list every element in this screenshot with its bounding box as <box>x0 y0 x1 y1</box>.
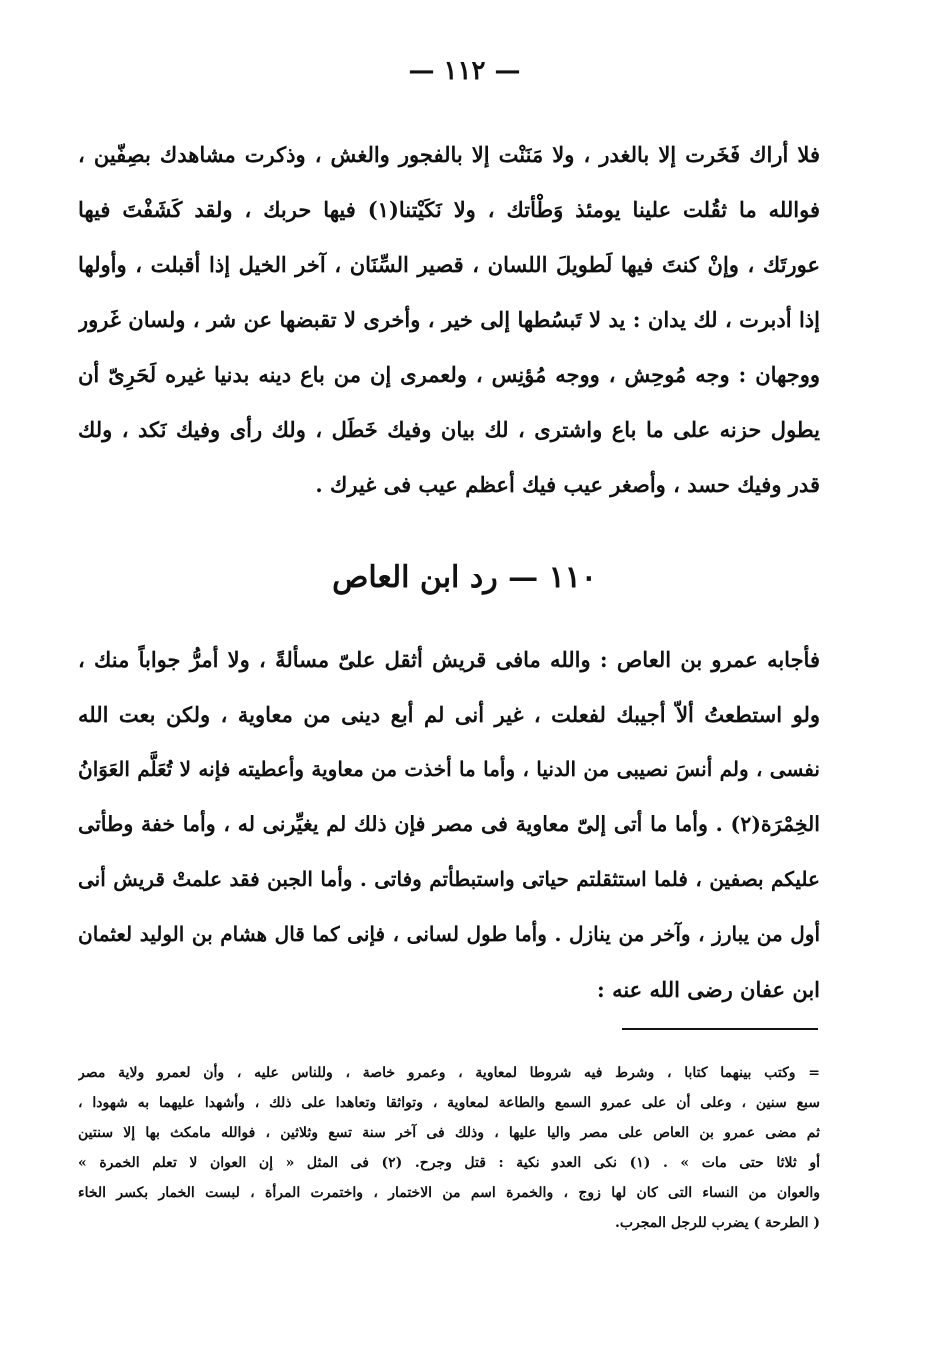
footnote-divider <box>622 1028 818 1030</box>
text-line: ولو استطعتُ ألاّ أجيبك لفعلت ، غير أنى لم أبع دينى من معاوية ، ولكن بعت الله <box>78 702 820 727</box>
text-line: فوالله ما ثقُلت علينا يومئذ وَطْأتك ، ولا نَكَيْتنا(١) فيها حربك ، ولقد كَشَفْتَ فيها <box>78 197 820 222</box>
section-heading: ١١٠ — رد ابن العاص <box>332 560 597 595</box>
paragraph-section-1 <box>78 127 820 512</box>
text-line: أول من يبارز ، وآخر من ينازل . وأما طول لسانى ، فإنى كما قال هشام بن الوليد لعثمان <box>78 922 820 946</box>
page-number: — ١١٢ — <box>408 56 521 86</box>
text-line: ووجهان : وجه مُوحِش ، ووجه مُؤنِس ، ولعمرى إن من باع دينه بدنيا غيره لَحَرِىّ أن <box>78 362 820 387</box>
footnote-line: ثم مضى عمرو بن العاص على مصر واليا عليها ، وذلك فى آخر سنة تسع وثلاثين ، فوالله مامكث بها إلا سنتين <box>78 1125 820 1141</box>
paragraph-section-2 <box>78 632 820 1017</box>
text-line: قدر وفيك حسد ، وأصغر عيب فيك أعظم عيب فى غيرك . <box>315 472 820 497</box>
text-line: ابن عفان رضى الله عنه : <box>597 977 820 1002</box>
footnote-line: أو ثلاثا حتى مات » . (١) نكى العدو نكية : قتل وجرح. (٢) فى المثل « إن العوان لا تعلم الخمرة » <box>78 1155 820 1171</box>
footnote-line: = وكتب بينهما كتابا ، وشرط فيه شروطا لمعاوية ، وعمرو خاصة ، وللناس عليه ، وأن لعمرو ولاية مصر <box>78 1065 820 1081</box>
text-line: عليكم بصفين ، فلما استثقلتم حياتى واستبطأتم وفاتى . وأما الجبن فقد علمتْ قريش أنى <box>78 867 820 891</box>
footnote-line: سبع سنين ، وعلى أن على عمرو السمع والطاعة لمعاوية ، وتواثقا وتعاهدا على ذلك ، وأشهدا عليهما به شهودا ، <box>78 1095 820 1111</box>
footnotes <box>78 1058 820 1238</box>
footnote-line: ( الطرحة ) يضرب للرجل المجرب. <box>614 1215 820 1231</box>
text-line: نفسى ، ولم أنسَ نصيبى من الدنيا ، وأما ما أخذت من معاوية وأعطيته فإنه لا تُعَلَّم العَوَانُ <box>78 757 820 781</box>
footnote-line: والعوان من النساء التى كان لها زوج ، والخمرة اسم من الاختمار ، واختمرت المرأة ، لبست الخمار بكسر الخاء <box>78 1185 820 1201</box>
text-line: يطول حزنه على ما باع واشترى ، لك بيان وفيك خَطَل ، ولك رأى وفيك نَكد ، ولك <box>78 417 820 442</box>
text-line: فلا أراك فَخَرت إلا بالغدر ، ولا مَنَنْت إلا بالفجور والغش ، وذكرت مشاهدك بصِفّين ، <box>78 142 820 167</box>
text-line: فأجابه عمرو بن العاص : والله مافى قريش أثقل علىّ مسألةً ، ولا أمرُّ جواباً منك ، <box>78 647 820 672</box>
text-line: إذا أدبرت ، لك يدان : يد لا تَبسُطها إلى خير ، وأخرى لا تقبضها عن شر ، ولسان غَرور <box>78 307 820 332</box>
text-line: الخِمْرَة(٢) . وأما ما أتى إلىّ معاوية فى مصر فإن ذلك لم يغيِّرنى له ، وأما خفة وطأتى <box>78 812 820 836</box>
text-line: عورتَك ، وإنْ كنتَ فيها لَطويلَ اللسان ، قصير السِّنَان ، آخر الخيل إذا أقبلت ، وأولها <box>78 252 820 277</box>
